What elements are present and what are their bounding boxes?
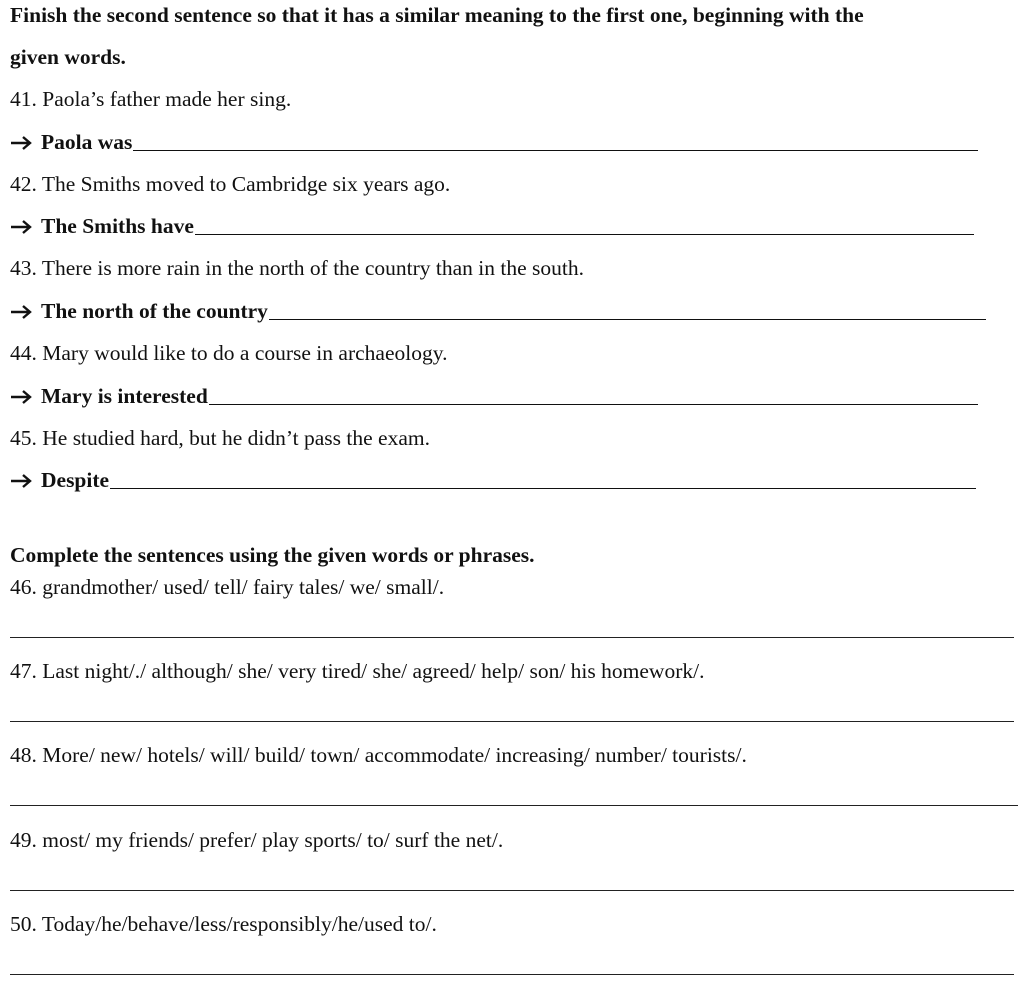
question-46-prompt: 46. grandmother/ used/ tell/ fairy tales/ we/ small/.: [10, 575, 445, 599]
question-42-rewrite: [10, 212, 974, 239]
question-45-rewrite: [10, 466, 976, 493]
question-41-answer-blank[interactable]: [133, 128, 978, 151]
arrow-right-icon: [10, 220, 32, 234]
question-41-prompt: 41. Paola’s father made her sing.: [10, 87, 292, 111]
question-50-answer-line[interactable]: [10, 974, 1014, 975]
question-41-rewrite: [10, 128, 978, 155]
question-46-answer-line[interactable]: [10, 637, 1014, 638]
question-45-prompt: 45. He studied hard, but he didn’t pass the exam.: [10, 426, 430, 450]
question-49-answer-line[interactable]: [10, 890, 1014, 891]
question-47-prompt: 47. Last night/./ although/ she/ very tired/ she/ agreed/ help/ son/ his homework/.: [10, 659, 705, 683]
question-42-prompt: 42. The Smiths moved to Cambridge six years ago.: [10, 172, 451, 196]
question-43-answer-blank[interactable]: [269, 297, 986, 320]
question-48-prompt: 48. More/ new/ hotels/ will/ build/ town/ accommodate/ increasing/ number/ tourists/.: [10, 743, 747, 767]
question-43-prompt: 43. There is more rain in the north of the country than in the south.: [10, 256, 585, 280]
question-43-rewrite: [10, 297, 986, 324]
question-50-prompt: 50. Today/he/behave/less/responsibly/he/used to/.: [10, 912, 437, 936]
question-44-answer-blank[interactable]: [209, 382, 978, 405]
section2-instruction: Complete the sentences using the given words or phrases.: [10, 543, 535, 567]
question-42-answer-blank[interactable]: [195, 212, 974, 235]
question-45-answer-blank[interactable]: [110, 466, 976, 489]
question-44-start-words: Mary is interested: [41, 384, 208, 408]
arrow-right-icon: [10, 136, 32, 150]
question-41-start-words: Paola was: [41, 130, 133, 154]
question-44-rewrite: [10, 382, 978, 409]
arrow-right-icon: [10, 305, 32, 319]
question-44-prompt: 44. Mary would like to do a course in archaeology.: [10, 341, 448, 365]
question-49-prompt: 49. most/ my friends/ prefer/ play sports/ to/ surf the net/.: [10, 828, 504, 852]
question-43-start-words: The north of the country: [41, 299, 268, 323]
question-48-answer-line[interactable]: [10, 805, 1018, 806]
arrow-right-icon: [10, 474, 32, 488]
question-47-answer-line[interactable]: [10, 721, 1014, 722]
arrow-right-icon: [10, 390, 32, 404]
section1-instruction: Finish the second sentence so that it has a similar meaning to the first one, beginning with the: [10, 3, 864, 27]
section1-instruction-continued: given words.: [10, 45, 126, 69]
question-42-start-words: The Smiths have: [41, 214, 194, 238]
question-45-start-words: Despite: [41, 468, 110, 492]
